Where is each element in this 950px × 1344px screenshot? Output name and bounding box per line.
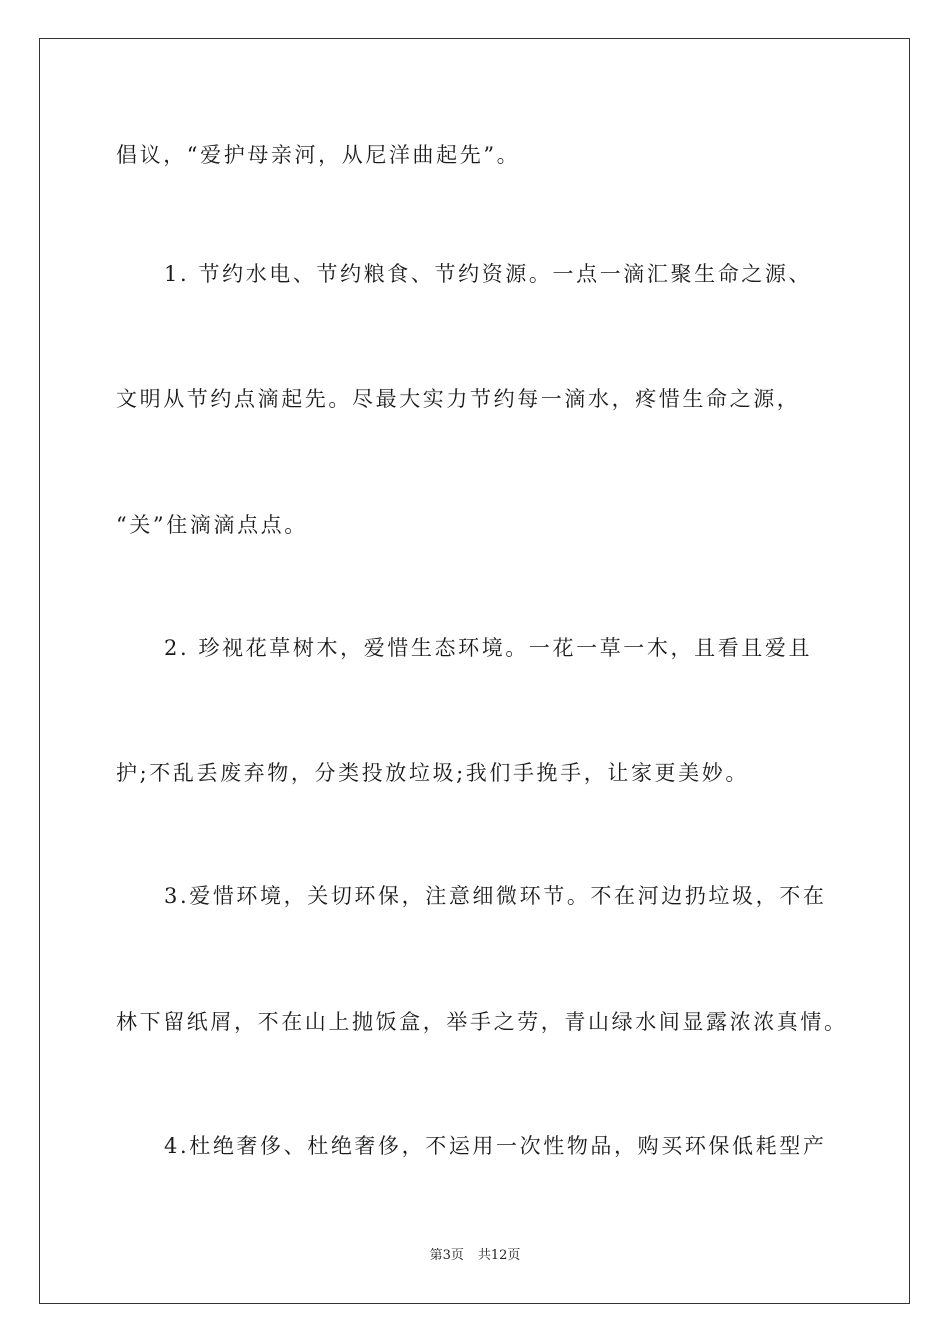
page-frame [39, 38, 910, 1304]
text-line: 2. 珍视花草树木，爱惜生态环境。一花一草一木，且看且爱且 [164, 636, 813, 660]
text-line: 护;不乱丢废弃物，分类投放垃圾;我们手挽手，让家更美妙。 [116, 761, 749, 785]
text-line: 4.杜绝奢侈、杜绝奢侈，不运用一次性物品，购买环保低耗型产 [164, 1134, 827, 1158]
text-line: 林下留纸屑，不在山上抛饭盒，举手之劳，青山绿水间显露浓浓真情。 [116, 1010, 848, 1034]
text-line: 文明从节约点滴起先。尽最大实力节约每一滴水，疼惜生命之源， [116, 387, 801, 411]
text-line: 3.爱惜环境，关切环保，注意细微环节。不在河边扔垃圾，不在 [164, 884, 827, 908]
page-footer [0, 1244, 950, 1263]
text-line: 1. 节约水电、节约粮食、节约资源。一点一滴汇聚生命之源、 [164, 262, 813, 286]
text-line: “关”住滴滴点点。 [116, 513, 308, 537]
page-total: 共12页 [477, 1248, 521, 1263]
text-line: 倡议，“爱护母亲河，从尼洋曲起先”。 [116, 143, 521, 167]
page-number: 第3页 [429, 1248, 464, 1263]
